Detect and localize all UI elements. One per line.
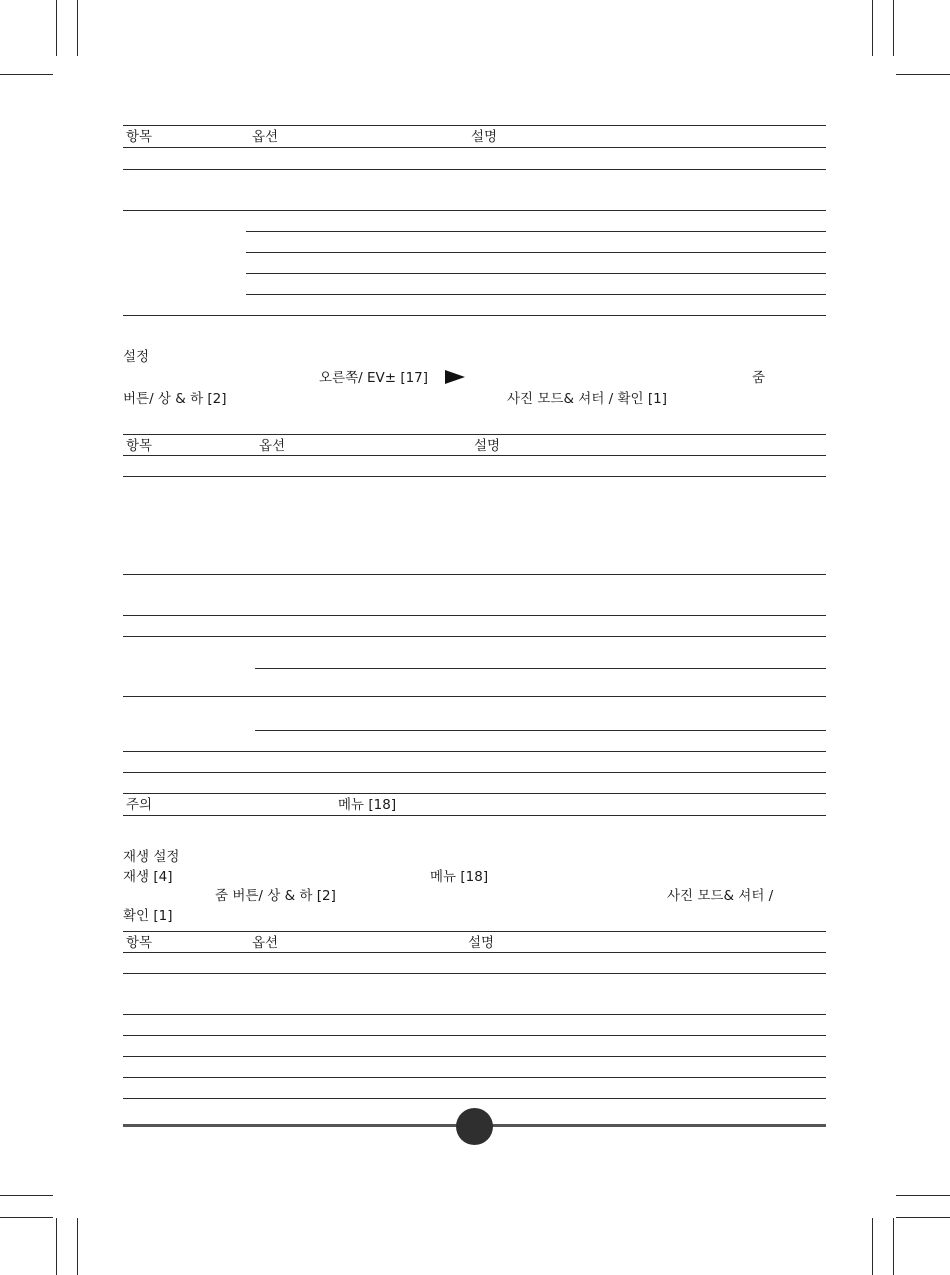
right-arrow-icon <box>445 370 465 384</box>
note-text: 메뉴 [18] <box>338 797 397 813</box>
settings-line1-end: 줌 <box>752 370 766 386</box>
table3-header-description: 설명 <box>468 935 495 951</box>
table1-header-option: 옵션 <box>252 129 279 145</box>
table3-header-item: 항목 <box>126 935 153 951</box>
playback-line3-start: 확인 [1] <box>123 908 173 924</box>
playback-line2-end: 사진 모드& 셔터 / <box>667 888 774 904</box>
settings-title: 설정 <box>123 349 150 365</box>
note-label: 주의 <box>126 797 153 813</box>
settings-line1-segment: 오른쪽/ EV± [17] <box>319 370 429 386</box>
table1-header-item: 항목 <box>126 129 153 145</box>
settings-line2-mid: 사진 모드& 셔터 / 확인 [1] <box>507 391 667 407</box>
table2-header-item: 항목 <box>126 438 153 454</box>
playback-line2-start: 줌 버튼/ 상 & 하 [2] <box>215 888 336 904</box>
table2-header-option: 옵션 <box>259 438 286 454</box>
playback-line1-start: 재생 [4] <box>123 869 173 885</box>
settings-line2-start: 버튼/ 상 & 하 [2] <box>123 391 227 407</box>
playback-title: 재생 설정 <box>123 849 180 865</box>
table3-header-option: 옵션 <box>252 935 279 951</box>
table1-header-description: 설명 <box>471 129 498 145</box>
page-number-circle <box>456 1108 493 1145</box>
table2-header-description: 설명 <box>474 438 501 454</box>
playback-line1-mid: 메뉴 [18] <box>430 869 489 885</box>
